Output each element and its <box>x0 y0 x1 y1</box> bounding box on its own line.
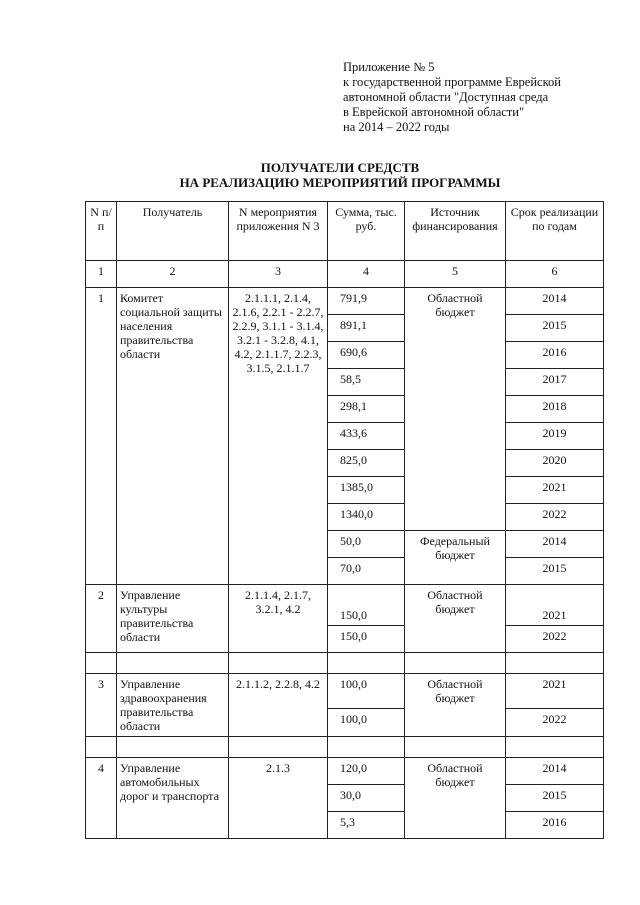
header-line: в Еврейской автономной области" <box>343 105 525 119</box>
table-row <box>86 288 604 315</box>
year-cell: 2015 <box>506 315 604 342</box>
row-number: 1 <box>86 288 117 585</box>
event-numbers: 2.1.1.2, 2.2.8, 4.2 <box>229 674 328 737</box>
year-cell: 2015 <box>506 785 604 812</box>
spacer-cell <box>229 737 328 758</box>
sum-cell: 100,0 <box>328 708 405 736</box>
sum-cell: 1340,0 <box>328 504 405 531</box>
year-cell: 2021 <box>506 674 604 709</box>
column-header-source: Источник финансирования <box>405 202 506 261</box>
year-cell: 2022 <box>506 626 604 653</box>
spacer-cell <box>86 653 117 674</box>
column-header-num: N п/п <box>86 202 117 261</box>
recipient-name: Управление автомобильных дорог и транспорта <box>117 758 229 839</box>
title-line-1: ПОЛУЧАТЕЛИ СРЕДСТВ <box>260 160 420 175</box>
funding-source: Областной бюджет <box>405 758 506 839</box>
column-number: 5 <box>405 261 506 288</box>
column-header-event: N мероприятия приложения N 3 <box>229 202 328 261</box>
column-header-term: Срок реализации по годам <box>506 202 604 261</box>
column-header-recipient: Получатель <box>117 202 229 261</box>
year-cell: 2021 <box>506 477 604 504</box>
header-line: к государственной программе Еврейской <box>343 75 561 89</box>
sum-cell: 1385,0 <box>328 477 405 504</box>
event-numbers: 2.1.1.4, 2.1.7, 3.2.1, 4.2 <box>229 585 328 653</box>
funding-source: Федеральный бюджет <box>405 531 506 585</box>
year-cell: 2015 <box>506 558 604 585</box>
sum-cell: 150,0 <box>328 585 405 626</box>
row-number: 2 <box>86 585 117 653</box>
spacer-cell <box>405 653 506 674</box>
table-row <box>86 674 604 709</box>
sum-cell: 30,0 <box>328 785 405 812</box>
year-cell: 2014 <box>506 531 604 558</box>
header-line: автономной области "Доступная среда <box>343 90 549 104</box>
year-cell: 2018 <box>506 396 604 423</box>
table-row <box>86 758 604 785</box>
table-row <box>86 585 604 626</box>
sum-cell: 298,1 <box>328 396 405 423</box>
document-title <box>60 160 620 190</box>
sum-cell: 120,0 <box>328 758 405 785</box>
column-number: 3 <box>229 261 328 288</box>
event-numbers: 2.1.3 <box>229 758 328 839</box>
year-cell: 2016 <box>506 812 604 839</box>
year-cell: 2016 <box>506 342 604 369</box>
sum-cell: 825,0 <box>328 450 405 477</box>
spacer-cell <box>506 653 604 674</box>
spacer-cell <box>117 737 229 758</box>
row-number: 3 <box>86 674 117 737</box>
sum-cell: 433,6 <box>328 423 405 450</box>
table-header-row <box>86 202 604 261</box>
spacer-cell <box>117 653 229 674</box>
header-line: Приложение № 5 <box>343 60 435 74</box>
sum-cell: 100,0 <box>328 674 405 709</box>
column-number: 4 <box>328 261 405 288</box>
spacer-cell <box>328 737 405 758</box>
year-cell: 2021 <box>506 585 604 626</box>
sum-cell: 150,0 <box>328 626 405 653</box>
year-cell: 2017 <box>506 369 604 396</box>
year-cell: 2019 <box>506 423 604 450</box>
recipient-name: Комитет социальной защиты населения правительства области <box>117 288 229 585</box>
sum-cell: 5,3 <box>328 812 405 839</box>
year-cell: 2020 <box>506 450 604 477</box>
event-numbers: 2.1.1.1, 2.1.4, 2.1.6, 2.2.1 - 2.2.7, 2.2.9, 3.1.1 - 3.1.4, 3.2.1 - 3.2.8, 4.1, 4.2, 2.1.1.7, 2.2.3, 3.1.5, 2.1.1.7 <box>229 288 328 585</box>
year-cell: 2022 <box>506 708 604 736</box>
spacer-cell <box>328 653 405 674</box>
funding-source: Областной бюджет <box>405 674 506 737</box>
spacer-row <box>86 737 604 758</box>
funding-source: Областной бюджет <box>405 585 506 653</box>
row-number: 4 <box>86 758 117 839</box>
recipient-name: Управление здравоохранения правительства области <box>117 674 229 737</box>
spacer-cell <box>405 737 506 758</box>
column-header-sum: Сумма, тыс. руб. <box>328 202 405 261</box>
sum-cell: 891,1 <box>328 315 405 342</box>
column-number: 2 <box>117 261 229 288</box>
appendix-header <box>343 60 633 135</box>
column-numbers-row <box>86 261 604 288</box>
year-cell: 2014 <box>506 288 604 315</box>
sum-cell: 70,0 <box>328 558 405 585</box>
recipient-name: Управление культуры правительства области <box>117 585 229 653</box>
year-cell: 2022 <box>506 504 604 531</box>
sum-cell: 50,0 <box>328 531 405 558</box>
funding-source: Областной бюджет <box>405 288 506 531</box>
column-number: 1 <box>86 261 117 288</box>
spacer-cell <box>506 737 604 758</box>
recipients-table <box>85 201 604 839</box>
sum-cell: 690,6 <box>328 342 405 369</box>
sum-cell: 58,5 <box>328 369 405 396</box>
sum-cell: 791,9 <box>328 288 405 315</box>
spacer-cell <box>86 737 117 758</box>
column-number: 6 <box>506 261 604 288</box>
header-line: на 2014 – 2022 годы <box>343 120 450 134</box>
spacer-cell <box>229 653 328 674</box>
title-line-2: НА РЕАЛИЗАЦИЮ МЕРОПРИЯТИЙ ПРОГРАММЫ <box>179 175 501 190</box>
spacer-row <box>86 653 604 674</box>
year-cell: 2014 <box>506 758 604 785</box>
